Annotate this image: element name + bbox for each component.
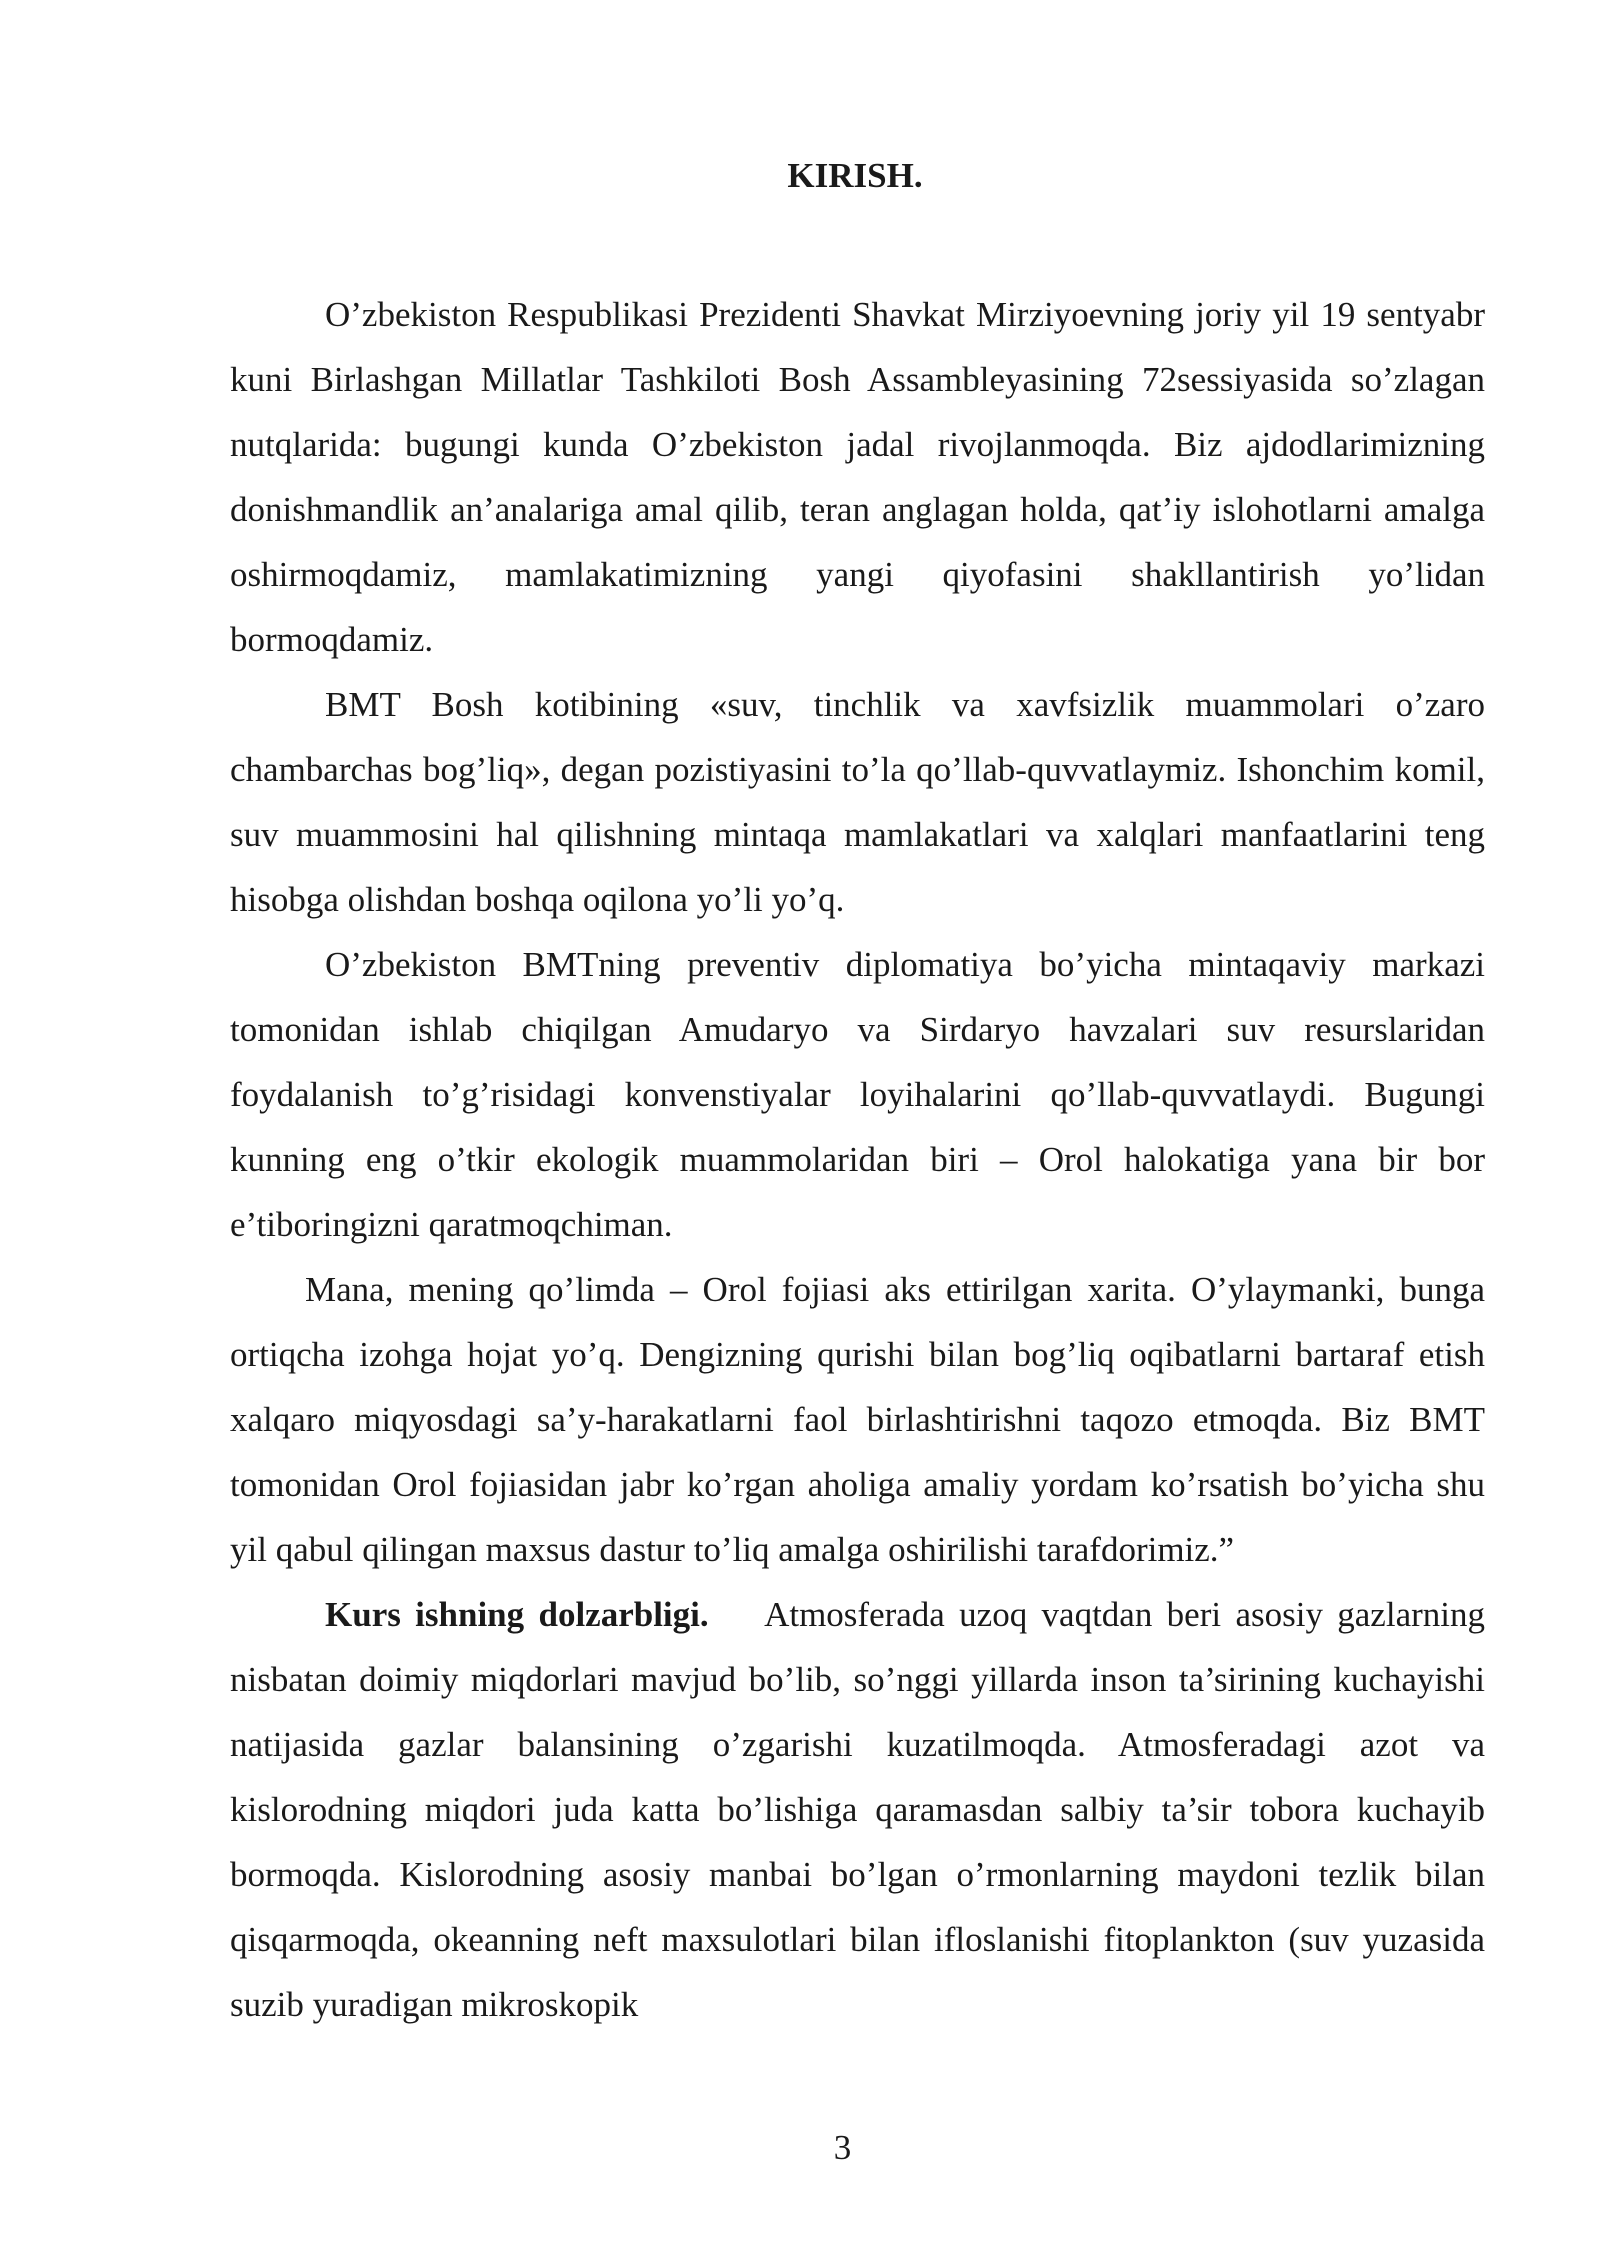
page-number: 3 <box>833 2128 852 2167</box>
paragraph-aral-map: Mana, mening qo’limda – Orol fojiasi aks ettirilgan xarita. O’ylaymanki, bunga ortiqcha izohga hojat yo’q. Dengizning qurishi bilan bog’liq oqibatlarni bartaraf etish xalqaro miqyosdagi sa’y-harakatlarni faol birlashtirishni taqozo etmoqda. Biz BMT tomonidan Orol fojiasidan jabr ko’rgan aholiga amaliy yordam ko’rsatish bo’yicha shu yil qabul qilingan maxsus dastur to’liq amalga oshirilishi tarafdorimiz.” <box>230 1270 1485 1569</box>
relevance-heading: Kurs ishning dolzarbligi. <box>325 1595 709 1634</box>
paragraph-conventions: O’zbekiston BMTning preventiv diplomatiya bo’yicha mintaqaviy markazi tomonidan ishlab chiqilgan Amudaryo va Sirdaryo havzalari suv resurslaridan foydalanish to’g’risidagi konvenstiyalar loyihalarini qo’llab-quvvatlaydi. Bugungi kunning eng o’tkir ekologik muammolaridan biri – Orol halokatiga yana bir bor e’tiboringizni qaratmoqchiman. <box>230 945 1485 1244</box>
paragraph-speech-intro: O’zbekiston Respublikasi Prezidenti Shavkat Mirziyoevning joriy yil 19 sentyabr kuni Birlashgan Millatlar Tashkiloti Bosh Assambleyasining 72sessiyasida so’zlagan nutqlarida: bugungi kunda O’zbekiston jadal rivojlanmoqda. Biz ajdodlarimizning donishmandlik an’analariga amal qilib, teran anglagan holda, qat’iy islohotlarni amalga oshirmoqdamiz, mamlakatimizning yangi qiyofasini shakllantirish yo’lidan bormoqdamiz. <box>230 295 1485 659</box>
paragraph-relevance <box>230 1582 1485 2037</box>
relevance-text: Atmosferada uzoq vaqtdan beri asosiy gazlarning nisbatan doimiy miqdorlari mavjud bo’lib, so’nggi yillarda inson ta’sirining kuchayishi natijasida gazlar balansining o’zgarishi kuzatilmoqda. Atmosferadagi azot va kislorodning miqdori juda katta bo’lishiga qaramasdan salbiy ta’sir tobora kuchayib bormoqda. Kislorodning asosiy manbai bo’lgan o’rmonlarning maydoni tezlik bilan qisqarmoqda, okeanning neft maxsulotlari bilan ifloslanishi fitoplankton (suv yuzasida suzib yuradigan mikroskopik <box>230 1595 1485 2024</box>
section-title: KIRISH. <box>787 156 923 195</box>
paragraph-un-water: BMT Bosh kotibining «suv, tinchlik va xavfsizlik muammolari o’zaro chambarchas bog’liq», degan pozistiyasini to’la qo’llab-quvvatlaymiz. Ishonchim komil, suv muammosini hal qilishning mintaqa mamlakatlari va xalqlari manfaatlarini teng hisobga olishdan boshqa oqilona yo’li yo’q. <box>230 685 1485 919</box>
body-text <box>230 282 1485 2037</box>
